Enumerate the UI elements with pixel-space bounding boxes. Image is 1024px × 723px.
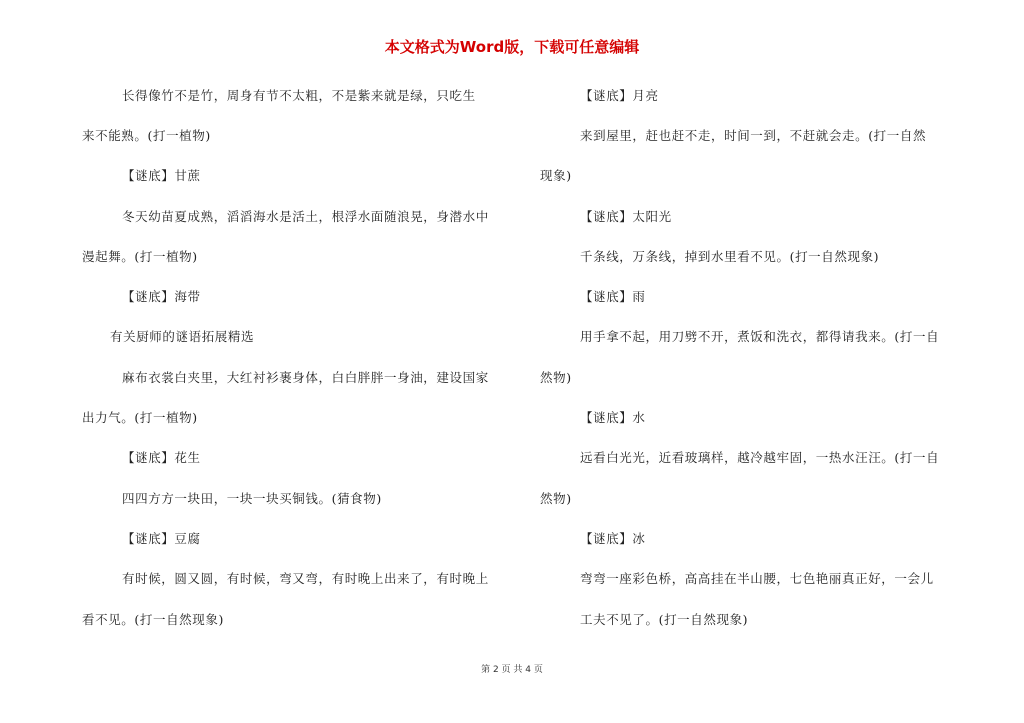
- text-line: 麻布衣裳白夹里，大红衬衫裹身体，白白胖胖一身油，建设国家: [122, 370, 489, 385]
- text-line: 现象): [540, 168, 572, 183]
- text-line: 出力气。(打一植物): [82, 410, 198, 425]
- text-line: 然物): [540, 491, 572, 506]
- answer-line: 【谜底】太阳光: [580, 209, 672, 224]
- text-line: 远看白光光，近看玻璃样，越冷越牢固，一热水汪汪。(打一自: [580, 450, 940, 465]
- text-line: 冬天幼苗夏成熟，滔滔海水是活土，根浮水面随浪晃，身潜水中: [122, 209, 489, 224]
- answer-line: 【谜底】冰: [580, 531, 646, 546]
- page-number: 第 2 页 共 4 页: [481, 665, 543, 675]
- text-line: 长得像竹不是竹，周身有节不太粗，不是紫来就是绿，只吃生: [122, 88, 476, 103]
- text-line: 然物): [540, 370, 572, 385]
- answer-line: 【谜底】海带: [122, 289, 201, 304]
- section-heading: 有关厨师的谜语拓展精选: [110, 329, 255, 344]
- text-line: 漫起舞。(打一植物): [82, 249, 198, 264]
- answer-line: 【谜底】月亮: [580, 88, 659, 103]
- text-line: 来到屋里，赶也赶不走，时间一到，不赶就会走。(打一自然: [580, 128, 927, 143]
- document-header-title: 本文格式为Word版，下载可任意编辑: [384, 38, 640, 56]
- answer-line: 【谜底】甘蔗: [122, 168, 201, 183]
- answer-line: 【谜底】水: [580, 410, 646, 425]
- text-line: 千条线，万条线，掉到水里看不见。(打一自然现象): [580, 249, 880, 264]
- text-line: 来不能熟。(打一植物): [82, 128, 211, 143]
- text-line: 有时候，圆又圆，有时候，弯又弯，有时晚上出来了，有时晚上: [122, 571, 489, 586]
- text-line: 四四方方一块田，一块一块买铜钱。(猜食物): [122, 491, 382, 506]
- answer-line: 【谜底】豆腐: [122, 531, 201, 546]
- text-line: 弯弯一座彩色桥，高高挂在半山腰，七色艳丽真正好，一会儿: [580, 571, 934, 586]
- text-line: 看不见。(打一自然现象): [82, 612, 224, 627]
- text-line: 用手拿不起，用刀劈不开，煮饭和洗衣，都得请我来。(打一自: [580, 329, 940, 344]
- answer-line: 【谜底】花生: [122, 450, 201, 465]
- answer-line: 【谜底】雨: [580, 289, 646, 304]
- text-line: 工夫不见了。(打一自然现象): [580, 612, 749, 627]
